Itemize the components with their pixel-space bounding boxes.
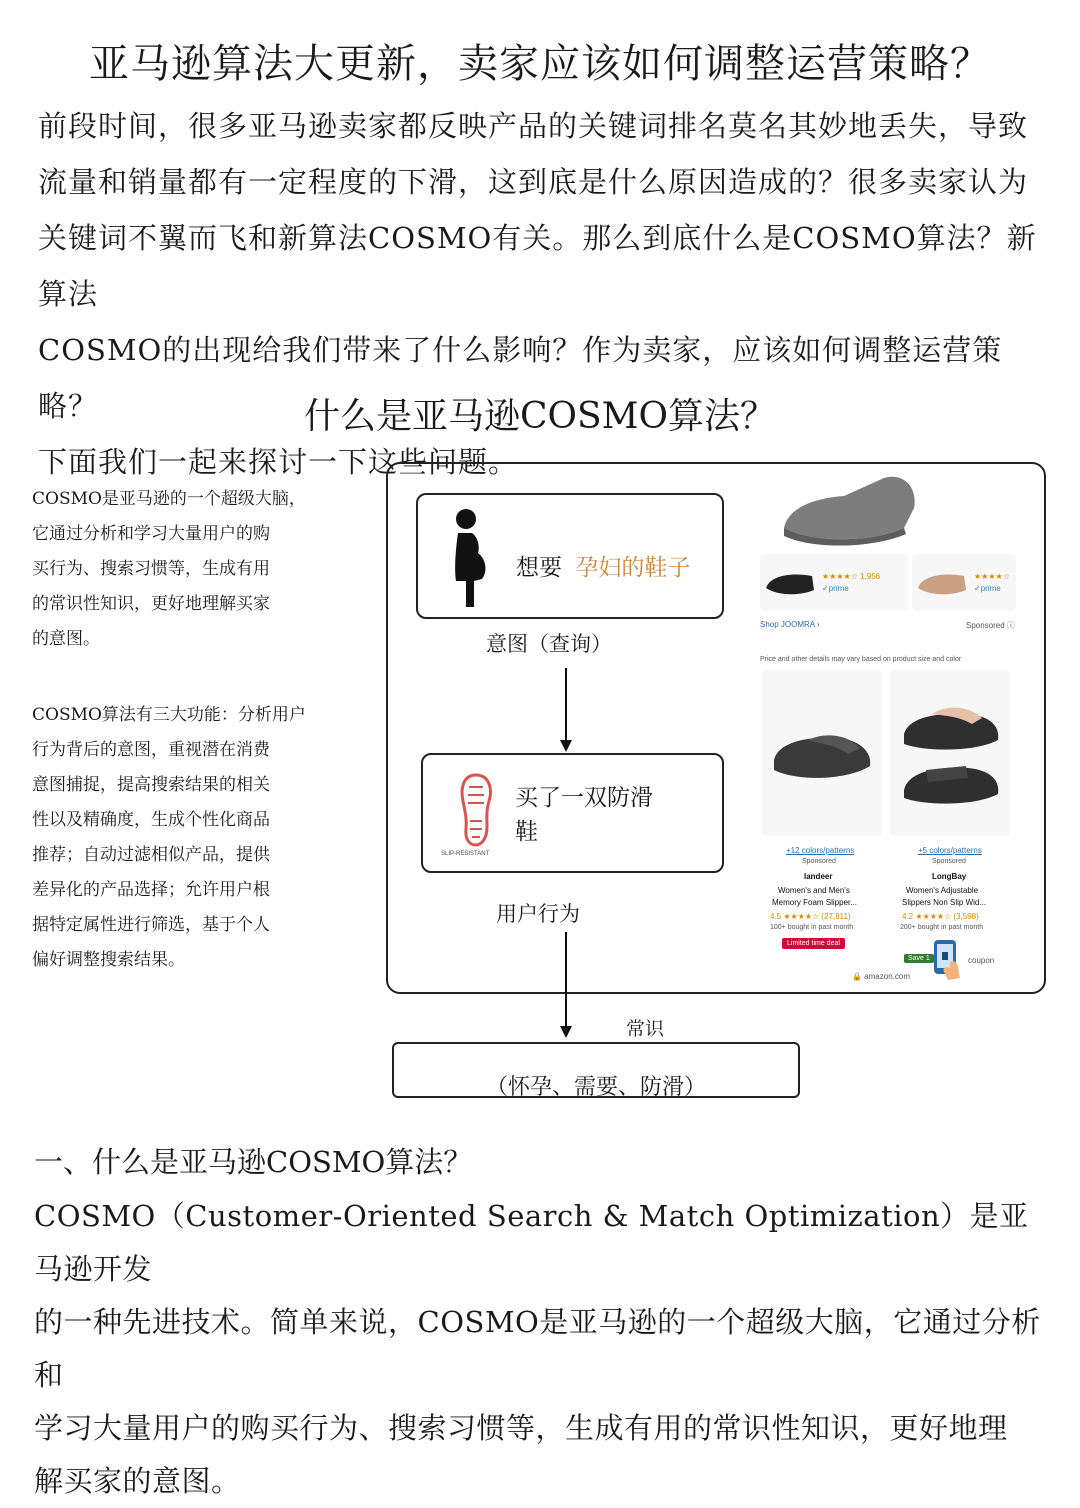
body-line: 解买家的意图。 <box>34 1464 241 1498</box>
p1-colors[interactable]: +12 colors/patterns <box>786 846 855 855</box>
sidebar-paragraph-2 <box>32 698 322 978</box>
p2-coupon: coupon <box>968 956 995 965</box>
sidebar-paragraph-1 <box>32 482 322 657</box>
arrow-line <box>565 932 567 1028</box>
body-line: 学习大量用户的购买行为、搜索习惯等，生成有用的常识性知识，更好地理 <box>34 1411 1008 1445</box>
intro-line: COSMO的出现给我们带来了什么影响？作为卖家，应该如何调整运营策略？ <box>38 333 1003 423</box>
body-line: 的一种先进技术。简单来说，COSMO是亚马逊的一个超级大脑，它通过分析和 <box>34 1305 1041 1392</box>
intent-highlight: 孕妇的鞋子 <box>575 555 691 581</box>
p2-save-badge: Save 1 <box>904 954 934 963</box>
sidebar-line: 的常识性知识，更好地理解买家 <box>32 594 270 614</box>
intro-line: 下面我们一起来探讨一下这些问题。 <box>38 445 519 479</box>
p2-name-line1: Women's Adjustable <box>906 886 979 895</box>
amazon-url: 🔒 amazon.com <box>852 972 910 981</box>
slide-sandal-image <box>774 468 924 548</box>
section-heading: 一、什么是亚马逊COSMO算法？ <box>34 1145 473 1179</box>
p2-sponsored: Sponsored <box>932 858 966 865</box>
behavior-box <box>421 753 724 873</box>
arrow-line <box>565 668 567 742</box>
intent-label: 意图（查询） <box>486 632 612 656</box>
sidebar-line: 差异化的产品选择；允许用户根 <box>32 880 270 900</box>
p1-sponsored: Sponsored <box>802 858 836 865</box>
product-panel <box>756 468 1038 986</box>
intent-text <box>516 549 690 582</box>
sidebar-line: COSMO算法有三大功能：分析用户 <box>32 705 306 725</box>
sidebar-line: 偏好调整搜索结果。 <box>32 950 185 970</box>
sidebar-line: 它通过分析和学习大量用户的购 <box>32 524 270 544</box>
rating-top-2: ★★★★☆ <box>974 572 1010 581</box>
common-sense-text: （怀孕、需要、防滑） <box>485 1075 706 1100</box>
arrow-head <box>560 740 572 752</box>
shoe-sole-icon <box>449 771 503 849</box>
p1-brand: landeer <box>804 872 833 881</box>
body-line: COSMO（Customer-Oriented Search & Match Optimization）是亚马逊开发 <box>34 1199 1029 1286</box>
prime-badge-2: ✓prime <box>974 584 1001 593</box>
phone-tap-icon <box>928 938 968 982</box>
section-title: 什么是亚马逊COSMO算法？ <box>303 396 777 437</box>
slip-resistant-label: SLIP-RESISTANT <box>441 851 490 857</box>
black-slide-image <box>764 568 816 598</box>
product-card-top-1[interactable] <box>760 554 908 610</box>
p1-deal-badge: Limited time deal <box>782 938 845 949</box>
common-sense-box <box>392 1042 800 1098</box>
intent-prefix: 想要 <box>516 555 562 581</box>
price-note: Price and other details may vary based on product size and color <box>760 656 962 663</box>
sidebar-line: 推荐；自动过滤相似产品，提供 <box>32 845 270 865</box>
product-image-2[interactable] <box>890 670 1010 836</box>
behavior-text <box>515 781 653 849</box>
intent-box <box>416 493 724 619</box>
body-paragraph <box>34 1190 1054 1508</box>
sidebar-line: 的意图。 <box>32 629 100 649</box>
intro-line: 前段时间，很多亚马逊卖家都反映产品的关键词排名莫名其妙地丢失，导致 <box>38 109 1029 143</box>
page-title: 亚马逊算法大更新，卖家应该如何调整运营策略？ <box>89 41 991 87</box>
prime-badge-1: ✓prime <box>822 584 849 593</box>
black-slipper-image <box>768 720 876 790</box>
behavior-line: 鞋 <box>515 819 538 845</box>
behavior-line: 买了一双防滑 <box>515 785 653 811</box>
common-sense-label: 常识 <box>626 1018 665 1040</box>
p2-colors[interactable]: +5 colors/patterns <box>918 846 982 855</box>
sidebar-line: COSMO是亚马逊的一个超级大脑， <box>32 489 306 509</box>
product-image-1[interactable] <box>762 670 882 836</box>
sidebar-line: 性以及精确度，生成个性化商品 <box>32 810 270 830</box>
p1-name-line2[interactable]: Memory Foam Slipper... <box>772 898 857 907</box>
tan-slide-image <box>916 568 968 598</box>
arrow-head <box>560 1026 572 1038</box>
intro-line: 关键词不翼而飞和新算法COSMO有关。那么到底什么是COSMO算法？新算法 <box>38 221 1037 311</box>
sidebar-line: 意图捕捉，提高搜索结果的相关 <box>32 775 270 795</box>
black-velcro-slipper-image <box>896 694 1004 814</box>
sidebar-line: 买行为、搜索习惯等，生成有用 <box>32 559 270 579</box>
p2-rating: 4.2 ★★★★☆ (3,598) <box>902 912 979 921</box>
rating-top-1: ★★★★☆ 1,956 <box>822 572 881 581</box>
pregnant-woman-icon <box>444 507 488 609</box>
behavior-label: 用户行为 <box>496 902 580 926</box>
p1-rating: 4.5 ★★★★☆ (27,811) <box>770 912 851 921</box>
sidebar-line: 据特定属性进行筛选，基于个人 <box>32 915 270 935</box>
intro-line: 流量和销量都有一定程度的下滑，这到底是什么原因造成的？很多卖家认为 <box>38 165 1029 199</box>
p2-bought: 200+ bought in past month <box>900 924 984 931</box>
sponsored-top: Sponsored ⓘ <box>966 621 1015 630</box>
p2-brand: LongBay <box>932 872 967 881</box>
p2-name-line2[interactable]: Slippers Non Slip Wid... <box>902 898 987 907</box>
shop-link[interactable]: Shop JOOMRA › <box>760 620 820 629</box>
product-card-top-2[interactable] <box>912 554 1016 610</box>
p1-name-line1: Women's and Men's <box>778 886 850 895</box>
p1-bought: 100+ bought in past month <box>770 924 854 931</box>
sidebar-line: 行为背后的意图，重视潜在消费 <box>32 740 270 760</box>
